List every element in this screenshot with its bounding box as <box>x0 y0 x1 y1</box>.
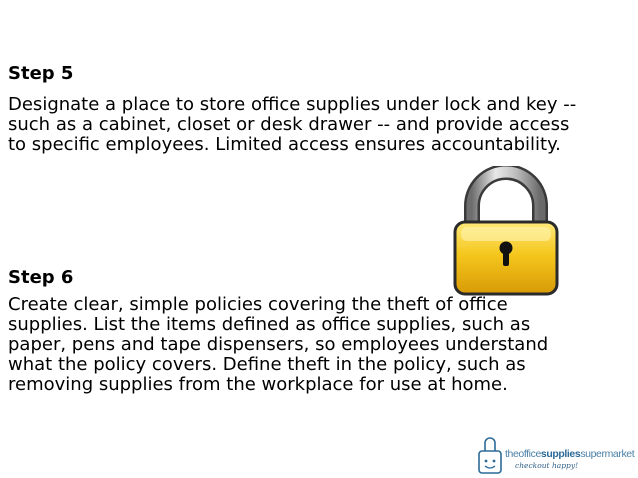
step-6-line-1: Create clear, simple policies covering the theft of office <box>8 294 508 315</box>
brand-name-suffix: supermarket <box>580 448 635 460</box>
step-5-line-2: such as a cabinet, closet or desk drawer -- and provide access <box>8 114 570 135</box>
step-6-line-3: paper, pens and tape dispensers, so employees understand <box>8 334 549 355</box>
brand-tagline: checkout happy! <box>515 461 579 470</box>
step-5-body <box>8 94 577 155</box>
brand-name <box>505 448 634 460</box>
step-6-body <box>8 295 568 395</box>
step-6-line-5: removing supplies from the workplace for use at home. <box>8 374 508 395</box>
step-5-heading: Step 5 <box>8 63 74 84</box>
step-5-line-3: to specific employees. Limited access ensures accountability. <box>8 134 561 155</box>
shopping-bag-icon <box>475 437 505 477</box>
padlock-icon <box>452 166 560 296</box>
brand-name-bold: supplies <box>540 448 581 460</box>
step-5-line-1: Designate a place to store office supplies under lock and key -- <box>8 94 577 115</box>
step-6-heading: Step 6 <box>8 267 74 288</box>
brand-name-prefix: theoffice <box>505 448 541 460</box>
brand-logo <box>475 437 637 477</box>
step-6-line-4: what the policy covers. Define theft in the policy, such as <box>8 354 526 375</box>
step-6-line-2: supplies. List the items defined as office supplies, such as <box>8 314 531 335</box>
